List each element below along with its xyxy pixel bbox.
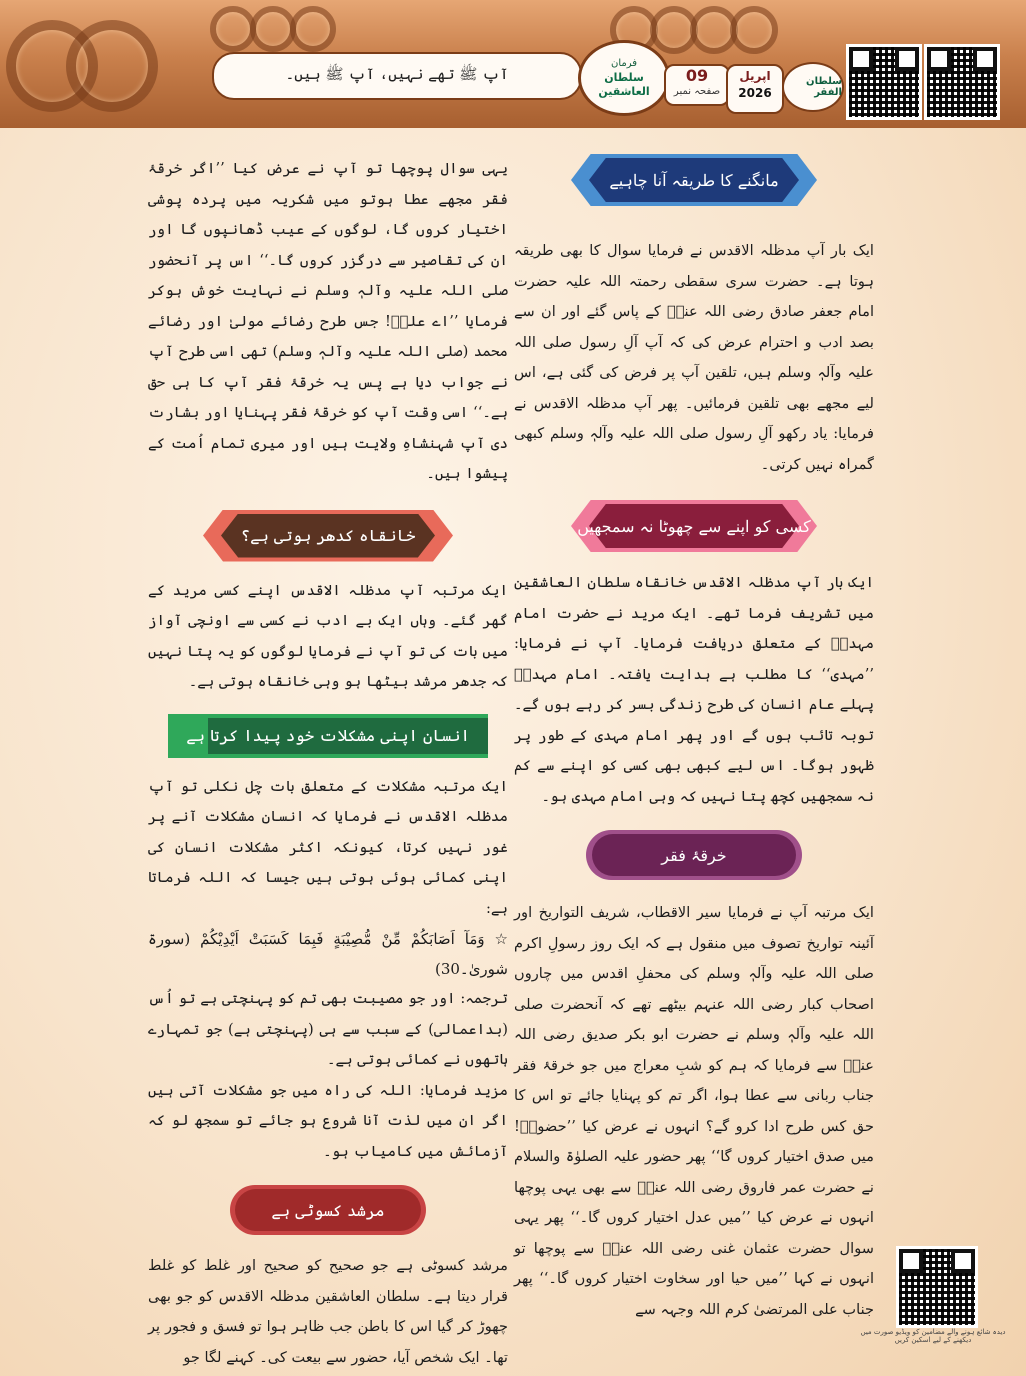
section-heading-text: مانگنے کا طریقہ آنا چاہیے [609, 170, 779, 190]
section-heading-s5 [168, 714, 488, 758]
page-label: صفحہ نمبر [673, 86, 721, 97]
issue-year: 2026 [738, 86, 772, 100]
farman-logo [578, 40, 670, 116]
magazine-name: سلطان الفقر [806, 76, 842, 98]
paragraph: ایک بار آپ مدظلہ الاقدس خانقاہ سلطان العاشقین میں تشریف فرما تھے۔ ایک مرید نے حضرت امام مہدیؑ کے متعلق دریافت فرمایا۔ آپ نے فرمایا: ’’مہدی‘‘ کا مطلب ہے ہدایت یافتہ۔ امام مہدیؑ پہلے عام انسان کی طرح زندگی بسر کر رہے ہوں گے۔ توبہ تائب ہوں گے اور پھر امام مہدی کے طور پر ظہور ہوگا۔ اس لیے کبھی بھی کسی کو اپنے سے کم نہ سمجھیں کچھ پتا نہیں کہ وہی امام مہدی ہو۔ [514, 574, 874, 805]
decor-ring [66, 20, 158, 112]
quran-verse: ☆ وَمَآ اَصَابَكُمْ مِّنْ مُّصِيْبَةٍ فَبِمَا كَسَبَتْ اَيْدِيْكُمْ (سورۃ شوریٰ۔30) [148, 930, 508, 978]
page-number: 09 [685, 66, 709, 85]
section-heading-text: خرقۂ فقر [661, 845, 727, 865]
issue-month: اپریل [739, 69, 771, 83]
paragraph: ایک مرتبہ آپ نے فرمایا سیر الاقطاب، شریف التواریخ اور آئینہ تواریخ تصوف میں منقول ہے کہ ایک روز رسولِ اکرم صلی اللہ علیہ وآلہٖ وسلم کی محفلِ اقدس میں چاروں اصحاب کبار رضی اللہ عنہم بیٹھے تھے کہ آنحضرت صلی اللہ علیہ وآلہٖ وسلم نے حضرت ابو بکر صدیق رضی اللہ عنہٗ سے فرمایا کہ ہم کو شبِ معراج میں جو خرقۂ فقر جناب ربانی سے عطا ہوا، اگر تم کو پہنایا جائے تو اس کا حق کس طرح ادا کرو گے؟ انہوں نے عرض کیا ’’حضورؐ! میں صدق اختیار کروں گا‘‘ پھر حضور علیہ الصلوٰۃ والسلام نے حضرت عمر فاروق رضی اللہ عنہٗ سے بھی یہی پوچھا انہوں نے عرض کیا ’’میں عدل اختیار کروں گا۔‘‘ پھر یہی سوال حضرت عثمان غنی رضی اللہ عنہٗ سے پوچھا تو انہوں نے کہا ’’میں حیا اور سخاوت اختیار کروں گا۔‘‘ پھر جناب علی المرتضیٰ کرم اللہ وجہہ سے [514, 904, 874, 1318]
section-heading-s6 [230, 1185, 426, 1235]
right-column [514, 140, 874, 1325]
section-heading-s4 [203, 510, 453, 562]
paragraph: یہی سوال پوچھا تو آپ نے عرض کیا ’’اگر خرقۂ فقر مجھے عطا ہوتو میں شکریہ میں پردہ پوشی اختیار کروں گا، لوگوں کے عیب ڈھانپوں گا اور ان کی تقاصیر سے درگزر کروں گا۔‘‘ اس پر آنحضور صلی اللہ علیہ وآلہٖ وسلم نے نہایت خوش ہوکر فرمایا ’’اے علیؑ! جس طرح رضائے مولیٰ اور رضائے محمد (صلی اللہ علیہ وآلہٖ وسلم) تھی اسی طرح آپ نے جواب دیا ہے پس یہ خرقۂ فقر آپ کا ہی حق ہے۔‘‘ اسی وقت آپ کو خرقۂ فقر پہنایا اور بشارت دی آپ شہنشاہِ ولایت ہیں اور میری تمام اُمت کے پیشوا ہیں۔ [148, 160, 508, 482]
decor-ring [730, 6, 778, 54]
paragraph: مزید فرمایا: اللہ کی راہ میں جو مشکلات آتی ہیں اگر ان میں لذت آنا شروع ہو جائے تو سمجھ لو کہ آزمائش میں کامیاب ہو۔ [148, 1081, 508, 1160]
video-qr-code-icon[interactable] [896, 1246, 978, 1328]
page-header [0, 0, 1026, 128]
section-heading-s1 [571, 154, 817, 206]
qr-caption: دیدہ شائع ہونے والے مضامین کو ویڈیو صورت میں دیکھنے کے لیے اسکین کریں [860, 1328, 1006, 1344]
paragraph: ایک مرتبہ آپ مدظلہ الاقدس اپنے کسی مرید کے گھر گئے۔ وہاں ایک بے ادب نے کسی سے اونچی آواز میں بات کی تو آپ نے فرمایا لوگوں کو یہ پتا نہیں کہ جدھر مرشد بیٹھا ہو وہی خانقاہ ہوتی ہے۔ [148, 581, 508, 690]
logo-line-1: فرمان [610, 58, 638, 69]
decor-ring [290, 6, 336, 52]
logo-line-2: سلطان العاشقین [598, 71, 650, 98]
section-heading-text: مرشد کسوٹی ہے [271, 1200, 385, 1220]
qr-code-icon[interactable] [924, 44, 1000, 120]
issue-date-box [726, 64, 784, 114]
paragraph: ایک مرتبہ مشکلات کے متعلق بات چل نکلی تو آپ مدظلہ الاقدس نے فرمایا کہ انسان مشکلات آنے پر غور نہیں کرتا، کیونکہ اکثر مشکلات انسان کی اپنی کمائی ہوئی ہوتی ہیں جیسا کہ اللہ فرماتا ہے: [148, 777, 508, 917]
headline-bar [212, 52, 582, 100]
qr-code-icon[interactable] [846, 44, 922, 120]
section-heading-text: خانقاہ کدھر ہوتی ہے؟ [240, 526, 416, 545]
headline-text: آپ ﷺ تھے نہیں، آپ ﷺ ہیں۔ [285, 65, 509, 83]
section-heading-text: کسی کو اپنے سے چھوٹا نہ سمجھیں [577, 516, 811, 536]
section-heading-text: انسان اپنی مشکلات خود پیدا کرتا ہے [186, 726, 470, 745]
section-heading-s3 [586, 830, 802, 880]
paragraph: ترجمہ: اور جو مصیبت بھی تم کو پہنچتی ہے تو اُس (بداعمالی) کے سبب سے ہی (پہنچتی ہے) جو تمہارے ہاتھوں نے کمائی ہوتی ہے۔ [148, 990, 508, 1068]
paragraph: ایک بار آپ مدظلہ الاقدس نے فرمایا سوال کا بھی طریقہ ہوتا ہے۔ حضرت سری سقطی رحمتہ اللہ علیہ حضرت امام جعفر صادق رضی اللہ عنہٗ کے پاس گئے اور ان سے بصد ادب و احترام عرض کی کہ آپ آلِ رسول صلی اللہ علیہ وآلہٖ وسلم ہیں، تلقین آپ پر فرض کی گئی ہے، اس لیے مجھے بھی تلقین فرمائیں۔ پھر آپ مدظلہ الاقدس نے فرمایا: یاد رکھو آلِ رسول صلی اللہ علیہ وآلہٖ وسلم کبھی گمراہ نہیں کرتی۔ [514, 242, 874, 473]
paragraph: مرشد کسوٹی ہے جو صحیح کو صحیح اور غلط کو غلط قرار دیتا ہے۔ سلطان العاشقین مدظلہ الاقدس کو جو بھی چھوڑ کر گیا اس کا باطن جب ظاہر ہوا تو فسق و فجور پر تھا۔ ایک شخص آیا، حضور سے بیعت کی۔ کہنے لگا جو [148, 1257, 508, 1366]
magazine-logo [782, 62, 844, 112]
section-heading-s2 [571, 500, 817, 552]
left-column [148, 140, 508, 1373]
page-number-box [664, 64, 730, 106]
